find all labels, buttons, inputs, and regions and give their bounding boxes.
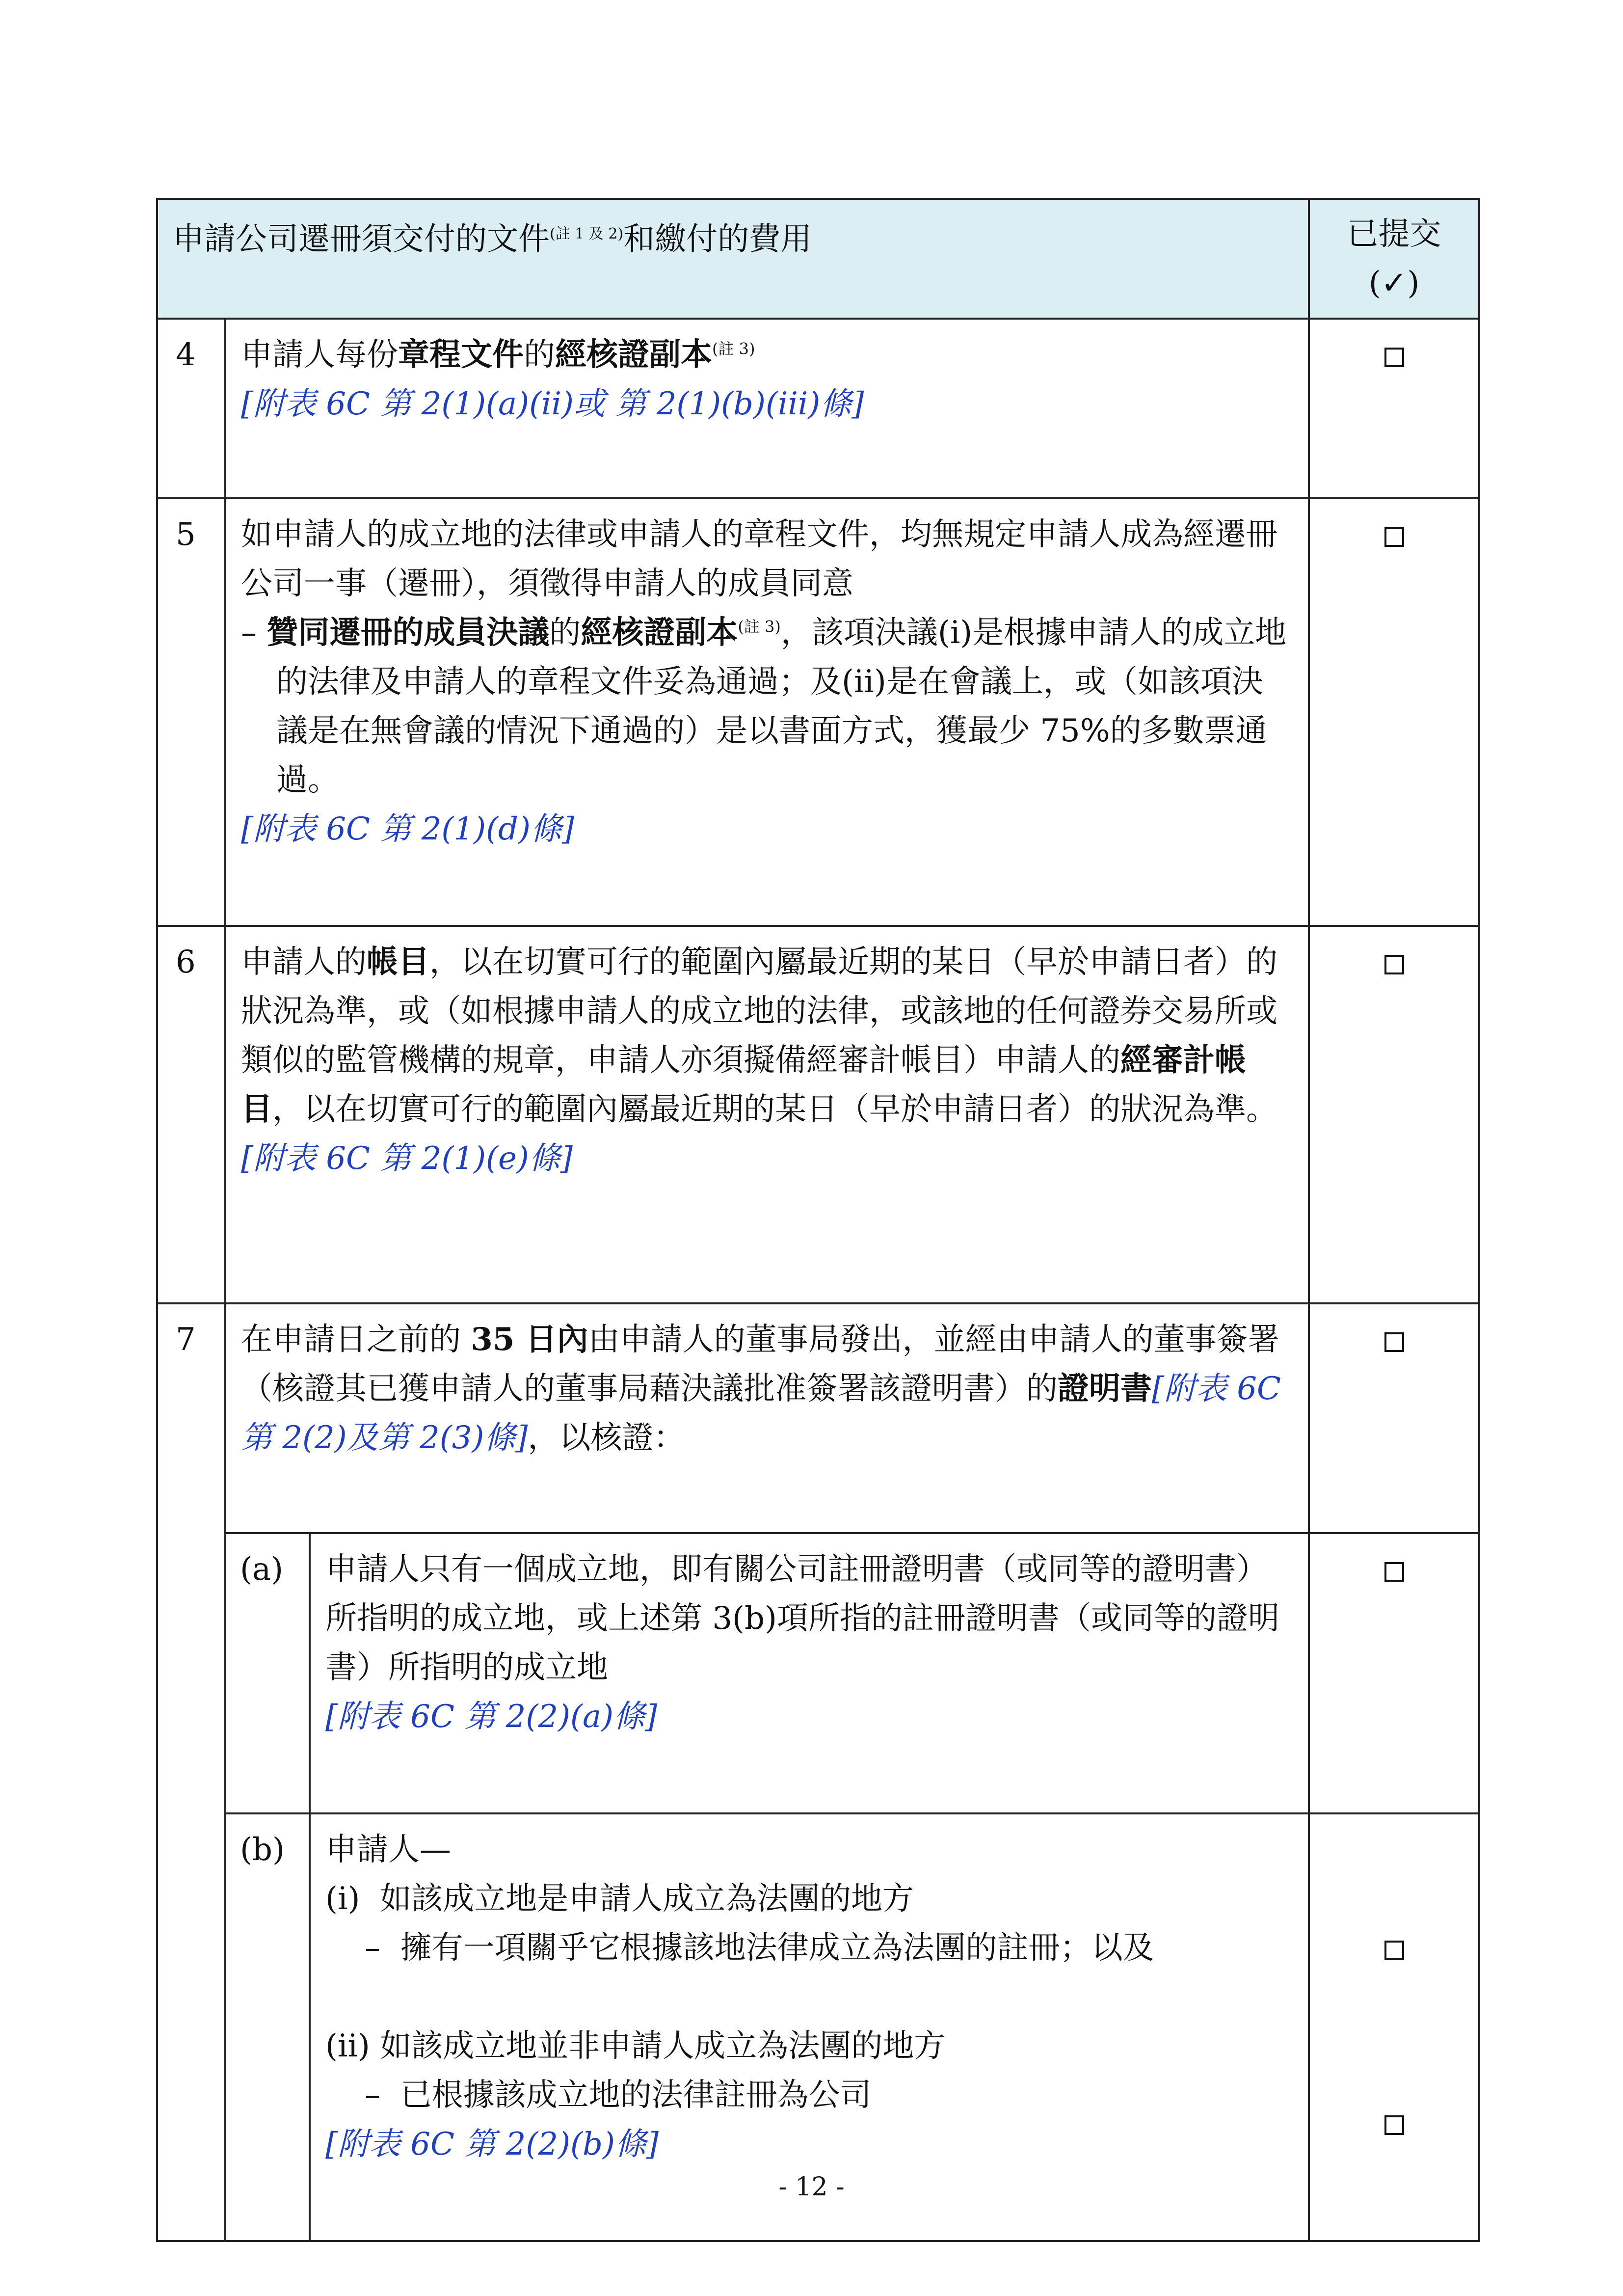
sub-item-ii	[325, 2022, 1293, 2071]
row-text: 申請人的	[241, 944, 367, 980]
checkbox[interactable]	[1384, 348, 1404, 367]
statute-reference: [附表 6C 第 2(2)(a)條]	[325, 1699, 658, 1735]
checkbox[interactable]	[1384, 2115, 1404, 2135]
subrow-label: (a)	[225, 1533, 310, 1813]
row-note: (註 3)	[712, 339, 755, 358]
statute-reference: [附表 6C 第 2(1)(a)(ii)或 第 2(1)(b)(iii)條]	[241, 386, 864, 422]
table-subrow	[157, 1533, 1479, 1813]
page-number: - 12 -	[778, 2172, 845, 2202]
row-text: 由申請人的董事局發出，並經由申請人的董事簽署（核證其已獲申請人的董事局藉決議批准簽署該證明書）的	[241, 1322, 1279, 1407]
row-content	[225, 498, 1309, 926]
row-bold-text: 經核證副本	[555, 336, 712, 373]
header-title: 申請公司遷冊須交付的文件	[173, 221, 550, 258]
row-text: 申請人每份	[241, 337, 398, 373]
row-text: ，以在切實可行的範圍內屬最近期的某日（早於申請日者）的狀況為準，或（如根據申請人的成立地的法律，或該地的任何證券交易所或類似的監管機構的規章，申請人亦須擬備經審計帳目）申請人的	[241, 944, 1277, 1079]
spacer	[325, 1972, 1293, 2022]
row-content	[225, 926, 1309, 1303]
dash-mark: –	[365, 2077, 380, 2113]
row-text: ，該項決議(i)是根據申請人的成立地的法律及申請人的章程文件妥為通過；及(ii)是在會議上，或（如該項決議是在無會議的情況下通過的）是以書面方式，獲最少 75%的多數票通過。	[276, 615, 1287, 798]
statute-reference: [附表 6C 第 2(1)(d)條]	[241, 811, 574, 847]
row-content	[225, 319, 1309, 498]
subrow-content	[310, 1533, 1309, 1813]
header-checkmark: (✓)	[1368, 265, 1420, 301]
row-text: 申請人—	[325, 1832, 451, 1868]
sub-item-i-detail	[325, 1923, 1293, 1972]
row-number: 7	[157, 1303, 225, 2241]
header-submitted-label: 已提交	[1347, 216, 1441, 252]
submitted-cell	[1309, 1303, 1479, 1533]
header-title-cell	[157, 199, 1309, 319]
row-content	[225, 1303, 1309, 1533]
header-note: (註 1 及 2)	[550, 225, 624, 243]
submitted-cell	[1309, 1533, 1479, 1813]
checkbox[interactable]	[1384, 1332, 1404, 1352]
submitted-cell	[1309, 498, 1479, 926]
row-text: 在申請日之前的	[241, 1322, 471, 1358]
row-bold-text: 帳目	[367, 944, 429, 980]
checkbox[interactable]	[1384, 955, 1404, 974]
statute-reference: [附表 6C 第 2(2)(b)條]	[325, 2126, 659, 2162]
requirements-table	[156, 198, 1480, 2242]
header-submitted-cell	[1309, 199, 1479, 319]
checkbox[interactable]	[1384, 1941, 1404, 1960]
row-text: 擁有一項關乎它根據該地法律成立為法團的註冊；以及	[400, 1930, 1154, 1966]
sub-item-i	[325, 1874, 1293, 1923]
row-text: 的	[549, 615, 581, 651]
sub-item-label: (i)	[325, 1881, 360, 1917]
sub-item-label: (ii)	[325, 2028, 370, 2064]
row-text: 的	[524, 337, 555, 373]
row-bold-text: 經審計帳目	[241, 1042, 1246, 1128]
row-bold-text: 經核證副本	[581, 614, 738, 651]
row-text: 如該成立地並非申請人成立為法團的地方	[380, 2028, 946, 2064]
row-bold-text: 章程文件	[398, 336, 524, 373]
table-row	[157, 1303, 1479, 1533]
submitted-cell	[1309, 319, 1479, 498]
dash-mark: –	[241, 615, 257, 651]
statute-reference: [附表 6C 第 2(2)及第 2(3)條]	[241, 1371, 1281, 1456]
dash-mark: –	[365, 1930, 380, 1966]
row-bold-text: 贊同遷冊的成員決議	[266, 614, 550, 651]
row-text: 申請人只有一個成立地，即有關公司註冊證明書（或同等的證明書）所指明的成立地，或上述第 3(b)項所指的註冊證明書（或同等的證明書）所指明的成立地	[325, 1551, 1279, 1686]
sub-item-ii-detail	[325, 2071, 1293, 2120]
header-title-after: 和繳付的費用	[623, 221, 812, 258]
submitted-cell	[1309, 926, 1479, 1303]
table-row	[157, 498, 1479, 926]
subrow-label: (b)	[225, 1813, 310, 2241]
row-text: 如申請人的成立地的法律或申請人的章程文件，均無規定申請人成為經遷冊公司一事（遷冊），須徵得申請人的成員同意	[241, 516, 1277, 602]
table-row	[157, 319, 1479, 498]
table-header-row	[157, 199, 1479, 319]
row-text: 已根據該成立地的法律註冊為公司	[400, 2077, 872, 2113]
row-bold-text: 證明書	[1058, 1370, 1152, 1407]
row-number: 4	[157, 319, 225, 498]
row-text: ，以核證：	[528, 1420, 685, 1456]
checkbox[interactable]	[1384, 527, 1404, 547]
row-dash-item	[241, 608, 1293, 805]
checkbox[interactable]	[1384, 1562, 1404, 1582]
table-row	[157, 926, 1479, 1303]
row-text: ，以在切實可行的範圍內屬最近期的某日（早於申請日者）的狀況為準。	[272, 1091, 1277, 1128]
row-bold-text: 35 日內	[471, 1321, 588, 1358]
row-number: 5	[157, 498, 225, 926]
row-number: 6	[157, 926, 225, 1303]
row-text: 如該成立地是申請人成立為法團的地方	[380, 1881, 914, 1917]
row-note: (註 3)	[738, 617, 781, 636]
statute-reference: [附表 6C 第 2(1)(e)條]	[241, 1140, 573, 1177]
